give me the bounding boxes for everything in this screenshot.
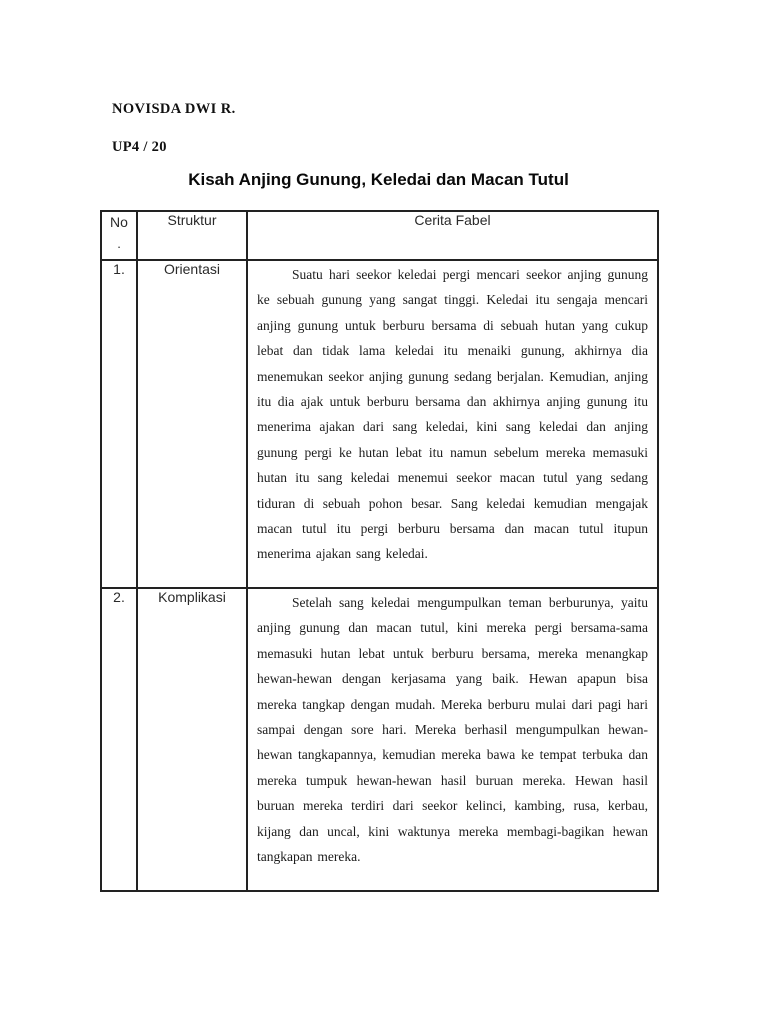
fable-structure-table bbox=[100, 210, 659, 892]
row-number: 1. bbox=[101, 260, 137, 588]
row-number: 2. bbox=[101, 588, 137, 891]
column-header-struktur: Struktur bbox=[137, 211, 247, 260]
row-story-cell bbox=[247, 260, 658, 588]
row-structure-label: Komplikasi bbox=[137, 588, 247, 891]
row-structure-label: Orientasi bbox=[137, 260, 247, 588]
column-header-cerita-fabel: Cerita Fabel bbox=[247, 211, 658, 260]
column-header-no-text: No bbox=[110, 214, 128, 230]
table-row-orientasi bbox=[101, 260, 658, 588]
column-header-no bbox=[101, 211, 137, 260]
page-title: Kisah Anjing Gunung, Keledai dan Macan Tutul bbox=[188, 170, 569, 189]
document-code: UP4 / 20 bbox=[112, 139, 167, 155]
table-header-row bbox=[101, 211, 658, 260]
column-header-no-period: . bbox=[117, 236, 121, 251]
author-name: NOVISDA DWI R. bbox=[112, 101, 236, 117]
row-story-cell bbox=[247, 588, 658, 891]
story-paragraph-komplikasi: Setelah sang keledai mengumpulkan teman berburunya, yaitu anjing gunung dan macan tutul, kini mereka pergi bersama-sama memasuki hutan lebat untuk berburu bersama, mereka menangkap hewan-hewan dengan kerjasama yang baik. Hewan apapun bisa mereka tangkap dengan mudah. Mereka berburu mulai dari pagi hari sampai dengan sore hari. Mereka berhasil mengumpulkan hewan-hewan tangkapannya, kemudian mereka bawa ke tempat terbuka dan mereka tumpuk hewan-hewan hasil buruan mereka. Hewan hasil buruan mereka terdiri dari seekor kelinci, kambing, rusa, kerbau, kijang dan uncal, kini waktunya mereka membagi-bagikan hewan tangkapan mereka. bbox=[257, 595, 648, 865]
table-row-komplikasi bbox=[101, 588, 658, 891]
story-paragraph-orientasi: Suatu hari seekor keledai pergi mencari seekor anjing gunung ke sebuah gunung yang sangat tinggi. Keledai itu sengaja mencari anjing gunung untuk berburu bersama di sebuah hutan yang cukup lebat dan tidak lama keledai itu menaiki gunung, akhirnya dia menemukan seekor anjing gunung sedang berjalan. Kemudian, anjing itu dia ajak untuk berburu bersama dan akhirnya anjing gunung itu menerima ajakan dari sang keledai, kini sang keledai dan anjing gunung pergi ke hutan lebat itu namun sebelum mereka memasuki hutan itu sang keledai menemui seekor macan tutul yang sedang tiduran di sebuah pohon besar. Sang keledai kemudian mengajak macan tutul itu pergi berburu bersama dan macan tutul itupun menerima ajakan sang keledai. bbox=[257, 267, 648, 562]
